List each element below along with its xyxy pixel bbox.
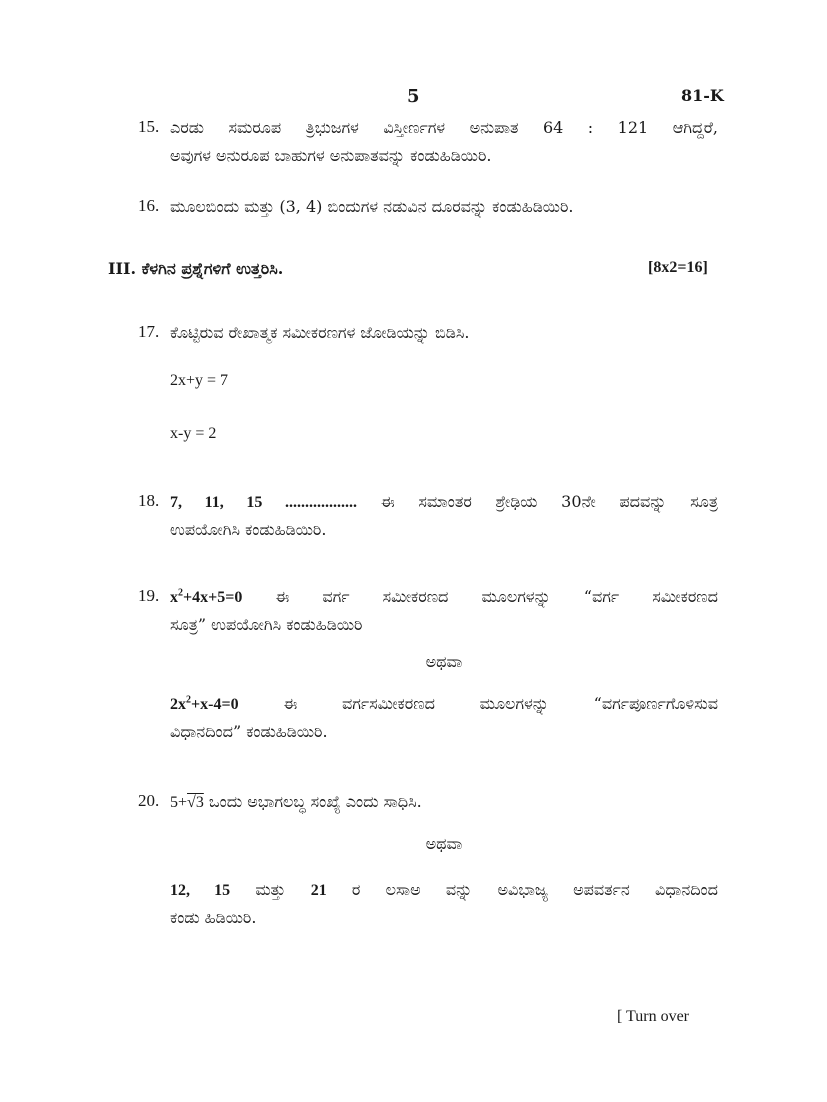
question-number: 16.: [138, 196, 160, 215]
question-19-alt-line-1-text: ಈ ವರ್ಗಸಮೀಕರಣದ ಮೂಲಗಳನ್ನು “ವರ್ಗಪೂರ್ಣಗೊಳಿಸುವ: [283, 694, 718, 713]
question-19-line-1: [170, 583, 718, 612]
question-number: 17.: [138, 322, 160, 341]
section-marks: [8x2=16]: [648, 259, 708, 276]
equation-2: x-y = 2: [170, 425, 217, 442]
question-15-line-2: ಅವುಗಳ ಅನುರೂಪ ಬಾಹುಗಳ ಅನುಪಾತವನ್ನು ಕಂಡುಹಿಡಿಯಿರಿ.: [170, 146, 492, 165]
question-20-text: 5+√3 ಒಂದು ಅಭಾಗಲಬ್ಧ ಸಂಖ್ಯೆ ಎಂದು ಸಾಧಿಸಿ.: [170, 792, 422, 811]
quadratic-equation-alt: $2x^2+x-4=0$: [170, 694, 239, 713]
question-18-line-1: [170, 488, 718, 517]
question-number: 15.: [138, 117, 160, 136]
question-18-line-1-text: ಈ ಸಮಾಂತರ ಶ್ರೇಢಿಯ 30ನೇ ಪದವನ್ನು ಸೂತ್ರ: [380, 492, 718, 511]
sequence-terms: 7, 11, 15 ..................: [170, 494, 358, 511]
equation-1: 2x+y = 7: [170, 372, 229, 389]
question-19-line-1-text: ಈ ವರ್ಗ ಸಮೀಕರಣದ ಮೂಲಗಳನ್ನು “ವರ್ಗ ಸಮೀಕರಣದ: [275, 587, 718, 606]
question-15-line-1: ಎರಡು ಸಮರೂಪ ತ್ರಿಭುಜಗಳ ವಿಸ್ತೀರ್ಣಗಳ ಅನುಪಾತ 64 : 121 ಆಗಿದ್ದರೆ,: [170, 118, 718, 137]
question-16-text: ಮೂಲಬಿಂದು ಮತ್ತು (3, 4) ಬಿಂದುಗಳ ನಡುವಿನ ದೂರವನ್ನು ಕಂಡುಹಿಡಿಯಿರಿ.: [170, 197, 574, 216]
question-20-alt-line-1: 12, 15 ಮತ್ತು 21 ರ ಲಸಾಅ ವನ್ನು ಅವಿಭಾಜ್ಯ ಅಪವರ್ತನ ವಿಧಾನದಿಂದ: [170, 880, 718, 899]
paper-code: 81-K: [681, 86, 724, 105]
or-separator: ಅಥವಾ: [425, 652, 463, 671]
question-19-alt-line-1: [170, 690, 718, 719]
section-heading: III. ಕೆಳಗಿನ ಪ್ರಶ್ನೆಗಳಿಗೆ ಉತ್ತರಿಸಿ.: [108, 259, 284, 278]
question-number: 20.: [138, 791, 160, 810]
question-18-line-2: ಉಪಯೋಗಿಸಿ ಕಂಡುಹಿಡಿಯಿರಿ.: [170, 520, 327, 539]
irrational-expression: 5+√3: [170, 794, 204, 811]
question-number: 19.: [138, 586, 160, 605]
question-number: 18.: [138, 491, 160, 510]
or-separator: ಅಥವಾ: [425, 834, 463, 853]
turn-over-note: [ Turn over: [617, 1008, 690, 1025]
page-number: 5: [407, 86, 420, 107]
question-19-line-2: ಸೂತ್ರ” ಉಪಯೋಗಿಸಿ ಕಂಡುಹಿಡಿಯಿರಿ: [170, 615, 363, 634]
question-20-alt-line-2: ಕಂಡು ಹಿಡಿಯಿರಿ.: [170, 908, 257, 927]
quadratic-equation: $x^2+4x+5=0$: [170, 587, 243, 606]
question-17-text: ಕೊಟ್ಟಿರುವ ರೇಖಾತ್ಮಕ ಸಮೀಕರಣಗಳ ಜೋಡಿಯನ್ನು ಬಿಡಿಸಿ.: [170, 323, 470, 342]
question-19-alt-line-2: ವಿಧಾನದಿಂದ” ಕಂಡುಹಿಡಿಯಿರಿ.: [170, 722, 328, 741]
